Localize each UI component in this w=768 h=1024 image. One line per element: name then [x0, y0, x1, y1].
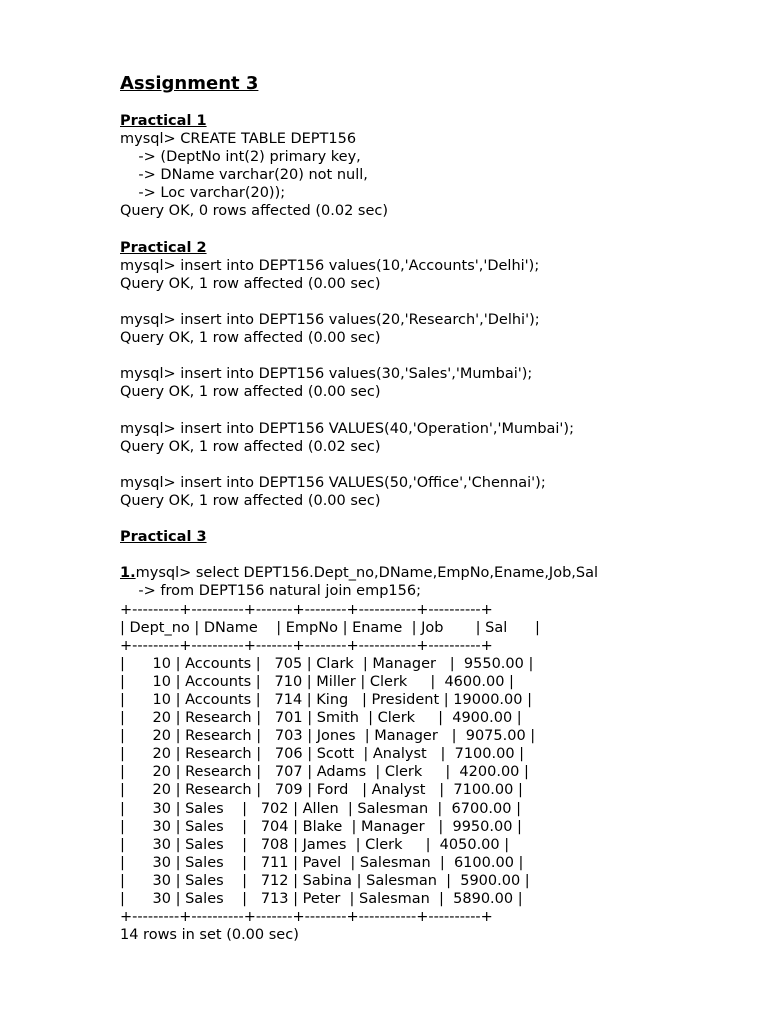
spacer [120, 546, 760, 564]
table-row: | 30 | Sales | 713 | Peter | Salesman | 5890.00 | [120, 891, 523, 908]
practical-1-result: Query OK, 0 rows affected (0.02 sec) [120, 203, 389, 220]
table-row: | 30 | Sales | 704 | Blake | Manager | 9950.00 | [120, 818, 522, 835]
insert-command: mysql> insert into DEPT156 values(30,'Sales','Mumbai'); [120, 366, 533, 383]
practical-1-line: mysql> CREATE TABLE DEPT156 [120, 131, 357, 148]
table-border: +---------+----------+-------+--------+-----------+----------+ [120, 909, 493, 926]
table-row: | 30 | Sales | 708 | James | Clerk | 4050.00 | [120, 836, 510, 853]
select-query-text: mysql> select DEPT156.Dept_no,DName,EmpNo,Ename,Job,Sal [135, 565, 599, 582]
spacer [120, 221, 760, 239]
insert-result: Query OK, 1 row affected (0.00 sec) [120, 275, 381, 292]
insert-command: mysql> insert into DEPT156 VALUES(50,'Office','Chennai'); [120, 474, 546, 491]
select-query-line-2: -> from DEPT156 natural join emp156; [120, 583, 421, 600]
table-row: | 20 | Research | 709 | Ford | Analyst | 7100.00 | [120, 782, 523, 799]
query-number: 1. [120, 565, 136, 582]
practical-1-heading: Practical 1 [120, 113, 207, 129]
document-page [120, 72, 760, 944]
table-header: | Dept_no | DName | EmpNo | Ename | Job | Sal | [120, 619, 540, 636]
spacer [120, 456, 760, 474]
table-border: +---------+----------+-------+--------+-----------+----------+ [120, 637, 493, 654]
insert-command: mysql> insert into DEPT156 values(10,'Accounts','Delhi'); [120, 257, 540, 274]
result-table [120, 601, 760, 927]
table-row: | 10 | Accounts | 705 | Clark | Manager | 9550.00 | [120, 655, 534, 672]
table-row: | 20 | Research | 703 | Jones | Manager | 9075.00 | [120, 728, 536, 745]
insert-command: mysql> insert into DEPT156 VALUES(40,'Operation','Mumbai'); [120, 420, 574, 437]
insert-result: Query OK, 1 row affected (0.02 sec) [120, 438, 381, 455]
table-row: | 20 | Research | 707 | Adams | Clerk | 4200.00 | [120, 764, 529, 781]
insert-result: Query OK, 1 row affected (0.00 sec) [120, 330, 381, 347]
spacer [120, 347, 760, 365]
spacer [120, 402, 760, 420]
table-row: | 10 | Accounts | 714 | King | President | 19000.00 | [120, 692, 532, 708]
spacer [120, 510, 760, 528]
spacer [120, 293, 760, 311]
table-row: | 20 | Research | 701 | Smith | Clerk | 4900.00 | [120, 710, 522, 727]
table-border: +---------+----------+-------+--------+-----------+----------+ [120, 601, 493, 618]
table-row: | 30 | Sales | 711 | Pavel | Salesman | 6100.00 | [120, 854, 524, 871]
practical-1-line: -> (DeptNo int(2) primary key, [120, 149, 361, 166]
table-row: | 30 | Sales | 702 | Allen | Salesman | 6700.00 | [120, 800, 521, 817]
practical-3-heading: Practical 3 [120, 529, 207, 546]
practical-2-heading: Practical 2 [120, 239, 207, 256]
practical-1-line: -> DName varchar(20) not null, [120, 167, 368, 184]
insert-command: mysql> insert into DEPT156 values(20,'Research','Delhi'); [120, 312, 540, 329]
practical-1-line: -> Loc varchar(20)); [120, 185, 286, 202]
select-query-line-1 [120, 564, 760, 582]
table-row: | 30 | Sales | 712 | Sabina | Salesman | 5900.00 | [120, 872, 530, 889]
assignment-title: Assignment 3 [120, 73, 259, 94]
table-row: | 10 | Accounts | 710 | Miller | Clerk | 4600.00 | [120, 673, 514, 690]
table-row: | 20 | Research | 706 | Scott | Analyst | 7100.00 | [120, 746, 525, 763]
insert-result: Query OK, 1 row affected (0.00 sec) [120, 384, 381, 401]
insert-result: Query OK, 1 row affected (0.00 sec) [120, 492, 381, 509]
rows-in-set-footer: 14 rows in set (0.00 sec) [120, 927, 299, 944]
